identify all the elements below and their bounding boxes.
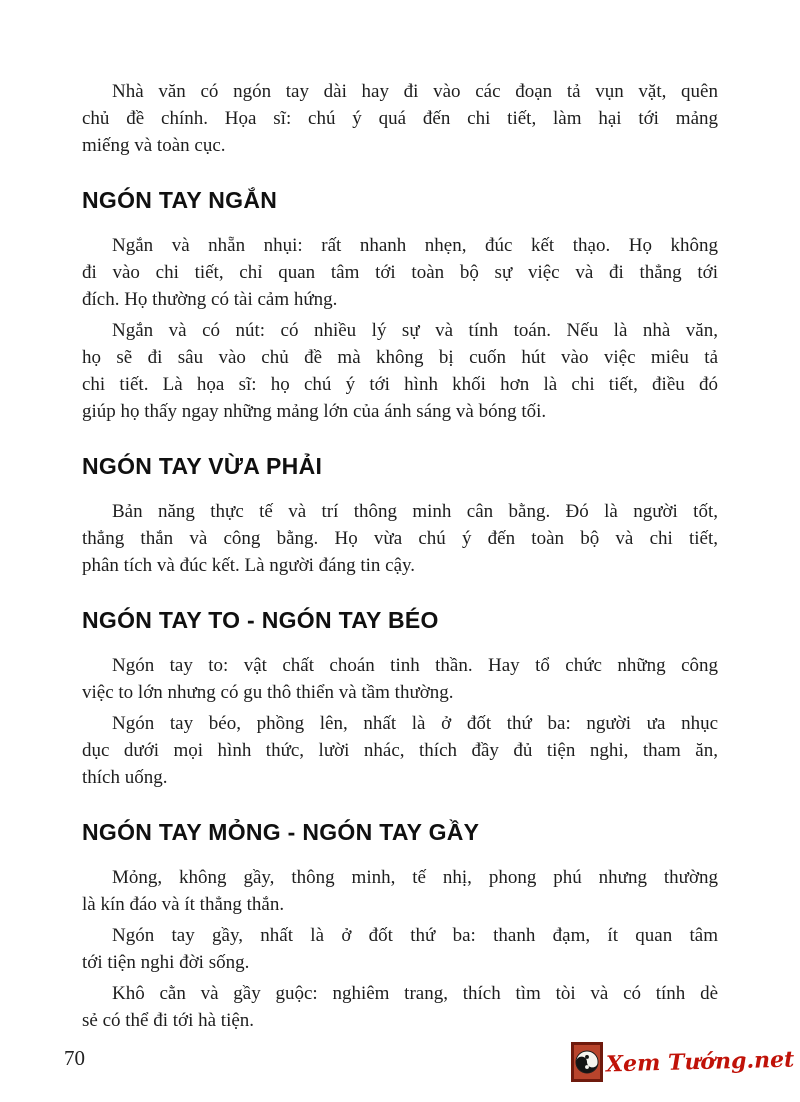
text-line: Ngón tay béo, phồng lên, nhất là ở đốt thứ ba: người ưa nhục (112, 713, 718, 734)
text-line: chủ đề chính. Họa sĩ: chú ý quá đến chi tiết, làm hại tới mảng (82, 108, 718, 129)
body-paragraph (82, 710, 718, 791)
text-line: đi vào chi tiết, chỉ quan tâm tới toàn bộ sự việc và đi thẳng tới (82, 262, 718, 283)
body-paragraph (82, 980, 718, 1034)
text-line: Khô cằn và gầy guộc: nghiêm trang, thích tìm tòi và có tính dè (112, 983, 718, 1004)
text-line: Mỏng, không gầy, thông minh, tế nhị, phong phú nhưng thường (112, 867, 718, 888)
text-line: Ngắn và nhẵn nhụi: rất nhanh nhẹn, đúc kết thạo. Họ không (112, 235, 718, 256)
text-line: miếng và toàn cục. (82, 135, 226, 156)
text-line: Bản năng thực tế và trí thông minh cân bằng. Đó là người tốt, (112, 501, 718, 522)
text-line: Ngắn và có nút: có nhiều lý sự và tính toán. Nếu là nhà văn, (112, 320, 718, 341)
page-number: 70 (64, 1046, 85, 1070)
text-line: Ngón tay to: vật chất choán tinh thần. Hay tổ chức những công (112, 655, 718, 676)
watermark-text: Xem Tướng.net (605, 1046, 795, 1078)
body-paragraph (82, 498, 718, 579)
text-line: việc to lớn nhưng có gu thô thiển và tầm thường. (82, 682, 454, 703)
text-line: họ sẽ đi sâu vào chủ đề mà không bị cuốn hút vào việc miêu tả (82, 347, 718, 368)
body-paragraph (82, 864, 718, 918)
section-heading: NGÓN TAY VỪA PHẢI (82, 453, 323, 479)
text-line: sẻ có thể đi tới hà tiện. (82, 1010, 255, 1031)
body-paragraph (82, 317, 718, 425)
body-paragraph (82, 78, 718, 159)
text-line: giúp họ thấy ngay những mảng lớn của ánh sáng và bóng tối. (82, 401, 547, 422)
text-line: Ngón tay gầy, nhất là ở đốt thứ ba: thanh đạm, ít quan tâm (112, 925, 718, 946)
text-line: Nhà văn có ngón tay dài hay đi vào các đoạn tả vụn vặt, quên (112, 81, 718, 102)
text-line: thích uống. (82, 767, 168, 788)
section-heading: NGÓN TAY TO - NGÓN TAY BÉO (82, 607, 439, 633)
body-paragraph (82, 922, 718, 976)
text-line: tới tiện nghi đời sống. (82, 952, 250, 973)
section-heading: NGÓN TAY MỎNG - NGÓN TAY GẦY (82, 819, 480, 845)
text-line: thẳng thắn và công bằng. Họ vừa chú ý đến toàn bộ và chi tiết, (82, 528, 718, 549)
page-text-content (82, 78, 718, 1034)
body-paragraph (82, 652, 718, 706)
yin-yang-icon (571, 1042, 603, 1082)
text-line: là kín đáo và ít thẳng thắn. (82, 894, 285, 915)
text-line: đích. Họ thường có tài cảm hứng. (82, 289, 338, 310)
text-line: dục dưới mọi hình thức, lười nhác, thích đầy đủ tiện nghi, tham ăn, (82, 740, 718, 761)
body-paragraph (82, 232, 718, 313)
text-line: phân tích và đúc kết. Là người đáng tin cậy. (82, 555, 416, 576)
watermark-logo (571, 1042, 794, 1082)
section-heading: NGÓN TAY NGẮN (82, 187, 278, 213)
text-line: chi tiết. Là họa sĩ: họ chú ý tới hình khối hơn là chi tiết, điều đó (82, 374, 718, 395)
